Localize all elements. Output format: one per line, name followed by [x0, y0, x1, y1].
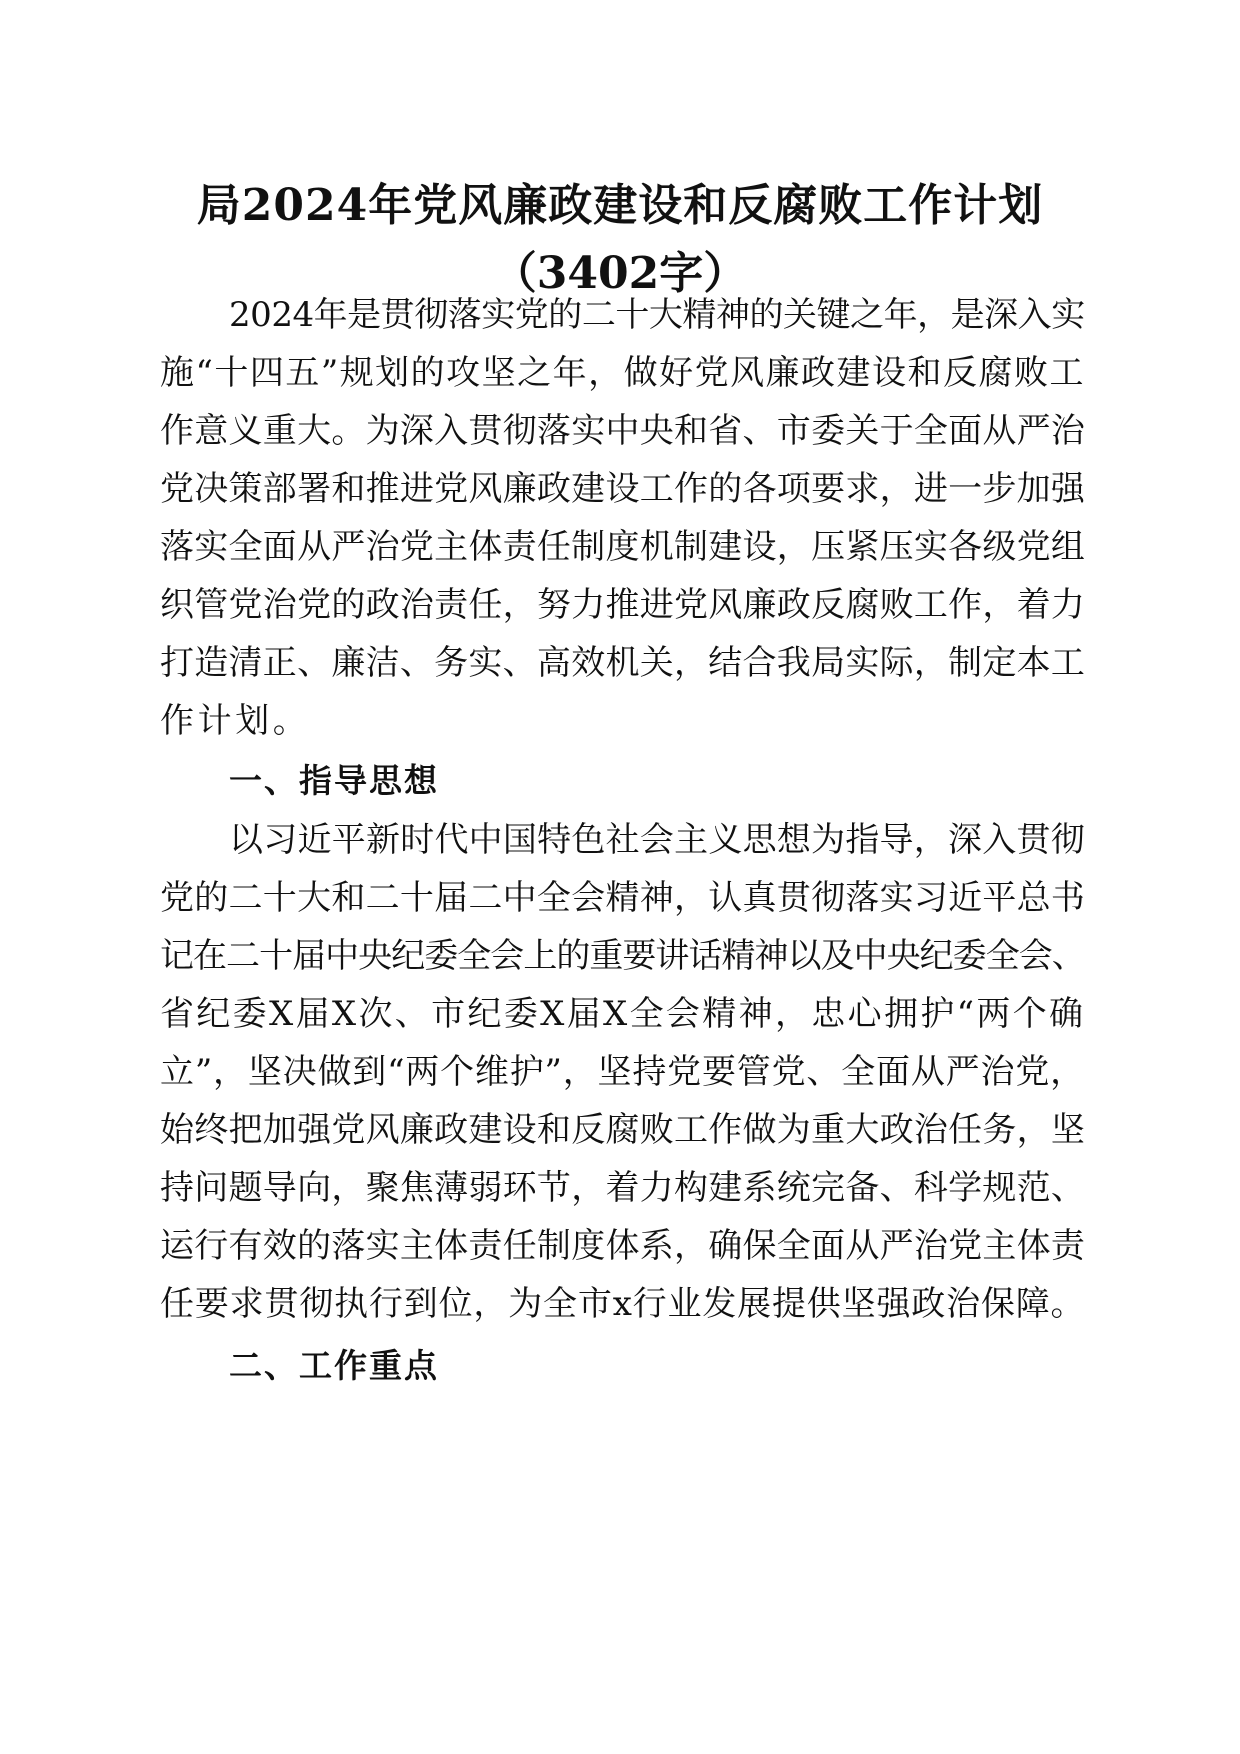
- section1-line: 运行有效的落实主体责任制度体系，确保全面从严治党主体责: [160, 1226, 1086, 1266]
- document-title: 局2024年党风廉政建设和反腐败工作计划: [196, 180, 1044, 231]
- intro-line: 作意义重大。为深入贯彻落实中央和省、市委关于全面从严治: [160, 411, 1086, 451]
- section1-line: 省纪委X届X次、市纪委X届X全会精神，忠心拥护“两个确: [160, 994, 1086, 1034]
- section1-line: 任要求贯彻执行到位，为全市x行业发展提供坚强政治保障。: [160, 1284, 1086, 1324]
- section1-line: 记在二十届中央纪委全会上的重要讲话精神以及中央纪委全会、: [160, 936, 1085, 976]
- section-heading-work-focus: 二、工作重点: [229, 1346, 439, 1385]
- section1-line: 始终把加强党风廉政建设和反腐败工作做为重大政治任务，坚: [160, 1110, 1086, 1150]
- section-heading-guiding-ideology: 一、指导思想: [229, 761, 439, 800]
- intro-line: 打造清正、廉洁、务实、高效机关，结合我局实际，制定本工: [160, 643, 1086, 683]
- intro-line: 落实全面从严治党主体责任制度机制建设，压紧压实各级党组: [160, 527, 1086, 567]
- intro-line: 作计划。: [160, 701, 311, 741]
- section1-line: 立”，坚决做到“两个维护”，坚持党要管党、全面从严治党，: [160, 1052, 1085, 1092]
- intro-line: 织管党治党的政治责任，努力推进党风廉政反腐败工作，着力: [160, 585, 1086, 625]
- document-subtitle: （3402字）: [492, 248, 748, 299]
- section1-line: 持问题导向，聚焦薄弱环节，着力构建系统完备、科学规范、: [160, 1168, 1086, 1208]
- section1-line: 党的二十大和二十届二中全会精神，认真贯彻落实习近平总书: [160, 878, 1086, 918]
- intro-line: 施“十四五”规划的攻坚之年，做好党风廉政建设和反腐败工: [160, 353, 1085, 393]
- intro-line: 党决策部署和推进党风廉政建设工作的各项要求，进一步加强: [160, 469, 1086, 509]
- intro-line: 2024年是贯彻落实党的二十大精神的关键之年，是深入实: [229, 295, 1085, 335]
- section1-line: 以习近平新时代中国特色社会主义思想为指导，深入贯彻: [229, 820, 1085, 860]
